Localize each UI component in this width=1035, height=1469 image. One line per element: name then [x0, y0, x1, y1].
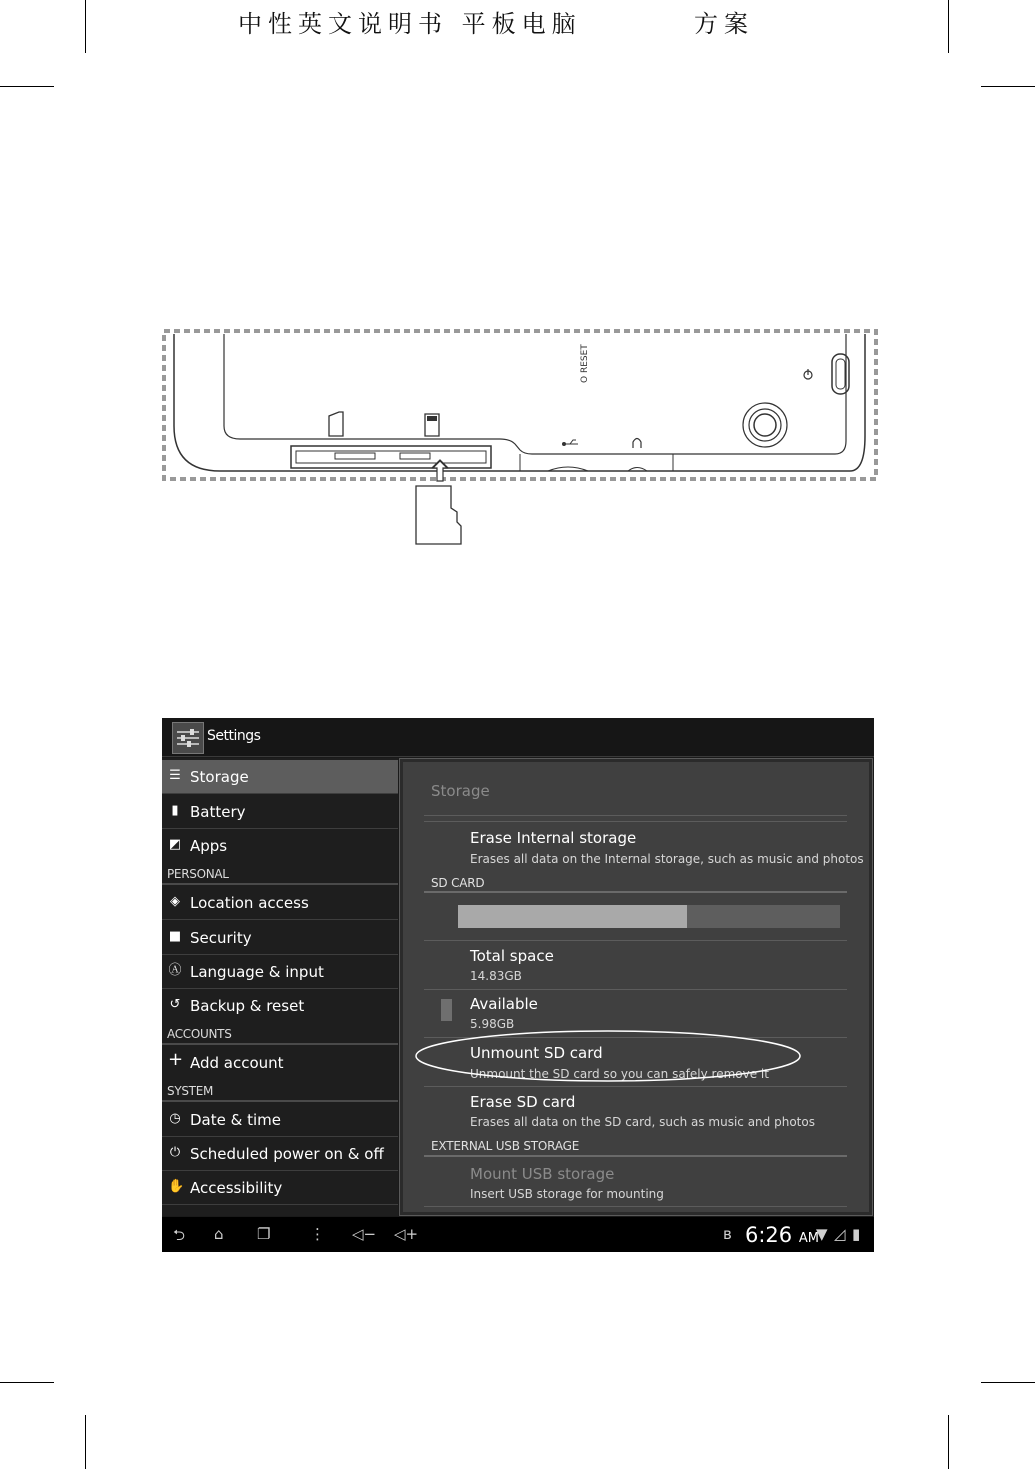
row-subtitle: Erases all data on the Internal storage, such as music and photos	[470, 852, 864, 866]
nav-item-accessibility[interactable]	[162, 1171, 398, 1205]
menu-icon[interactable]: ⋮	[310, 1225, 325, 1243]
nav-item-add-account[interactable]	[162, 1046, 398, 1079]
row-title: Unmount SD card	[470, 1044, 603, 1062]
nav-item-date-time[interactable]	[162, 1103, 398, 1137]
nav-item-label: Accessibility	[190, 1179, 283, 1197]
lock-icon: ■	[168, 929, 182, 944]
crop-mark	[981, 86, 1035, 87]
settings-app-icon[interactable]	[172, 722, 204, 754]
row-title: Erase SD card	[470, 1093, 576, 1111]
document-title-right: 方案	[694, 10, 754, 38]
nav-item-language[interactable]	[162, 955, 398, 989]
divider	[424, 815, 847, 816]
storage-detail-pane	[399, 758, 873, 1216]
row-title: Total space	[470, 947, 554, 965]
row-subtitle: Erases all data on the SD card, such as music and photos	[470, 1115, 815, 1129]
nav-item-apps[interactable]	[162, 829, 398, 862]
wifi-icon: ▼	[816, 1225, 828, 1243]
nav-item-backup[interactable]	[162, 989, 398, 1022]
home-icon[interactable]: ⌂	[214, 1225, 224, 1243]
crop-mark	[948, 1415, 949, 1469]
nav-item-label: Apps	[190, 837, 228, 855]
nav-item-location[interactable]	[162, 886, 398, 920]
divider	[424, 821, 847, 822]
nav-item-label: Security	[190, 929, 252, 947]
system-nav-bar	[162, 1217, 874, 1252]
nav-header-divider	[162, 1043, 398, 1045]
nav-item-security[interactable]	[162, 921, 398, 955]
volume-up-icon[interactable]: ◁+	[394, 1225, 419, 1243]
battery-icon: ▮	[171, 803, 179, 818]
divider	[424, 940, 847, 941]
nav-item-label: Location access	[190, 894, 309, 912]
row-subtitle: Unmount the SD card so you can safely remove it	[470, 1067, 769, 1081]
row-value: 5.98GB	[470, 1017, 515, 1031]
nav-header-system: SYSTEM	[167, 1084, 214, 1098]
document-title: 中性英文说明书 平板电脑	[238, 10, 582, 38]
device-edge-diagram	[160, 326, 882, 550]
recent-apps-icon[interactable]: ❐	[257, 1225, 271, 1243]
action-bar	[162, 718, 874, 757]
status-clock	[745, 1223, 819, 1247]
detail-heading: Storage	[431, 782, 490, 800]
nav-item-label: Backup & reset	[190, 997, 305, 1015]
nav-item-label: Storage	[190, 768, 249, 786]
nav-item-scheduled-power[interactable]	[162, 1137, 398, 1171]
tablet-screenshot	[162, 718, 874, 1252]
plus-icon: +	[168, 1049, 184, 1070]
apps-icon: ◩	[168, 837, 182, 852]
row-value: 14.83GB	[470, 969, 522, 983]
signal-icon: ◿	[834, 1225, 846, 1243]
divider	[424, 1206, 847, 1207]
nav-header-divider	[162, 1100, 398, 1102]
storage-used-fill	[458, 905, 687, 928]
nav-item-label: Date & time	[190, 1111, 281, 1129]
storage-detail-content	[403, 762, 869, 1212]
storage-icon: ☰	[169, 768, 181, 783]
clock-ampm: AM	[798, 1231, 819, 1246]
divider	[424, 989, 847, 990]
row-title: Erase Internal storage	[470, 829, 637, 847]
crop-mark	[981, 1382, 1035, 1383]
nav-item-label: Add account	[190, 1054, 284, 1072]
clock-icon: ◷	[169, 1111, 181, 1126]
nav-header-accounts: ACCOUNTS	[167, 1027, 232, 1041]
row-subtitle: Insert USB storage for mounting	[470, 1187, 664, 1201]
hand-icon: ✋	[168, 1179, 185, 1194]
divider	[424, 1086, 847, 1087]
row-title: Mount USB storage	[470, 1165, 615, 1183]
nav-item-label: Battery	[190, 803, 246, 821]
section-header-usb-storage: EXTERNAL USB STORAGE	[431, 1139, 580, 1153]
bluetooth-icon: ʙ	[723, 1225, 732, 1243]
section-header-sd-card: SD CARD	[431, 876, 485, 890]
crop-mark	[0, 86, 54, 87]
storage-usage-bar	[458, 905, 840, 928]
sliders-icon	[173, 723, 203, 753]
reset-label: O RESET	[580, 344, 590, 383]
nav-header-divider	[162, 883, 398, 885]
language-icon: Ⓐ	[168, 963, 182, 978]
available-color-swatch	[441, 999, 452, 1021]
crop-mark	[0, 1382, 54, 1383]
crop-mark	[948, 0, 949, 53]
back-icon[interactable]: ⮌	[173, 1226, 186, 1244]
divider	[424, 891, 847, 893]
app-title: Settings	[207, 728, 261, 744]
nav-item-label: Scheduled power on & off	[190, 1145, 384, 1163]
crop-mark	[85, 1415, 86, 1469]
row-title: Available	[470, 995, 538, 1013]
volume-down-icon[interactable]: ◁−	[352, 1225, 377, 1243]
nav-item-storage[interactable]	[162, 760, 398, 794]
divider	[424, 1037, 847, 1038]
nav-header-personal: PERSONAL	[167, 867, 229, 881]
power-schedule-icon: ⏻	[169, 1145, 181, 1160]
nav-item-label: Language & input	[190, 963, 324, 981]
settings-nav	[162, 758, 398, 1216]
battery-status-icon: ▮	[852, 1225, 861, 1243]
clock-time: 6:26	[745, 1223, 793, 1247]
location-icon: ◈	[170, 894, 180, 909]
crop-mark	[85, 0, 86, 53]
nav-item-battery[interactable]	[162, 795, 398, 829]
backup-icon: ↺	[169, 997, 181, 1012]
divider	[424, 1155, 847, 1157]
